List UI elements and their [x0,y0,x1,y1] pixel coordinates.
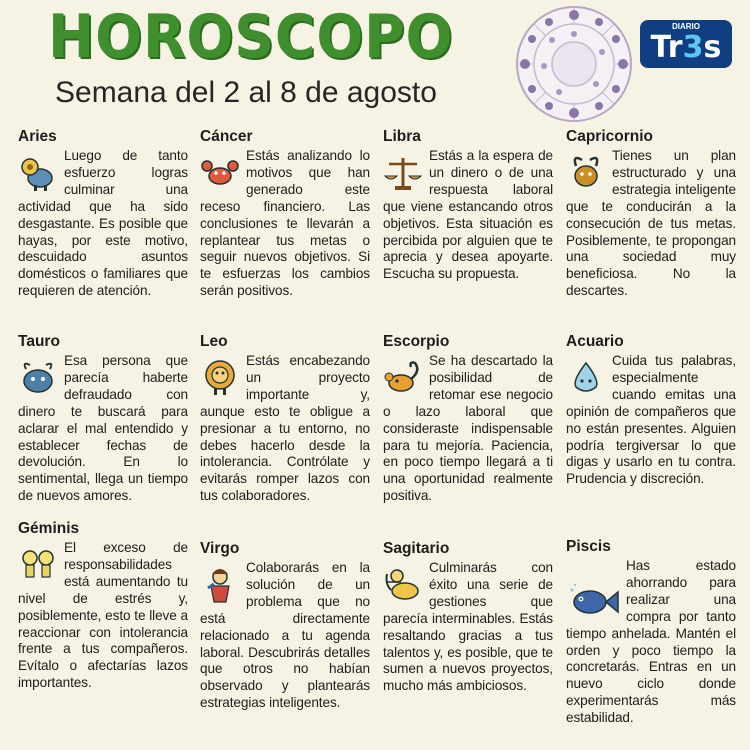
diario-tr3s-logo [640,20,732,68]
goat-icon [566,152,606,192]
archer-icon [383,564,423,604]
page-title: HOROSCOPO [48,2,454,72]
logo-brand-text [640,30,732,65]
sign-text: Colaborarás en la solución de un problema que no está directamente relacionado a tu agenda laboral. Descubrirás detalles que otros no habían observado y plantearás estrategias inteligentes. [200,560,370,711]
sign-capricornio [566,128,736,300]
sign-virgo [200,540,370,712]
fish-icon [566,580,620,620]
sign-text: Esa persona que parecía haberte defraudado con dinero te buscará para aclarar el mal entendido y establecer fechas de devolución. En lo sentimental, llega un tiempo de nuevos amores. [18,353,188,504]
sign-sagitario [383,540,553,695]
zodiac-wheel-icon [514,4,634,124]
sign-text: Estás analizando lo motivos que han generado este receso financiero. Las conclusiones te llevarán a replantear tus metas o seguir nuevos objetivos. Si te esfuerzas los cambios serán positivos. [200,148,370,299]
bull-icon [18,357,58,397]
maiden-icon [200,564,240,604]
sign-text: Tienes un plan estructurado y una estrategia inteligente que te conducirán a la consecución de tus metas. Posiblemente, te propongan una sociedad muy beneficiosa. No la descartes. [566,148,736,299]
crab-icon [200,152,240,192]
sign-name: Tauro [18,333,60,350]
sign-leo [200,333,370,505]
sign-name: Virgo [200,540,240,557]
sign-name: Libra [383,128,421,145]
sign-name: Piscis [566,538,611,555]
sign-text: El exceso de responsabilidades está aumentando tu nivel de estrés y, posiblemente, esto te lleve a reaccionar con intolerancia frente a tus compañeros. Evítalo o afectarías lazos importantes. [18,540,188,691]
sign-name: Aries [18,128,57,145]
page-subtitle: Semana del 2 al 8 de agosto [55,76,437,109]
sign-name: Capricornio [566,128,653,145]
sign-name: Cáncer [200,128,253,145]
sign-text: Estás a la espera de un dinero o de una respuesta laboral que viene estancando otros objetivos. Esta situación es percibida por alguien que te aprecia y desea apoyarte. Escucha su propuesta. [383,148,553,282]
sign-text: Estás encabezando un proyecto importante y, aunque esto te obligue a presionar a tu entorno, no debes hacerlo desde la intolerancia. Contrólate y evitarás romper lazos con tus colaboradores. [200,353,370,504]
sign-tauro [18,333,188,505]
scorpion-icon [383,357,423,397]
sign-text: Luego de tanto esfuerzo logras culminar una actividad que ha sido desgastante. Es posible que hayas, por este motivo, descuidado asuntos domésticos o familiares que requieren de atención. [18,148,188,299]
sign-text: Culminarás con éxito una serie de gestiones que parecía interminables. Estás resaltando gracias a tus talentos y, es posible, que te sumen a nuevos proyectos, mucho más ambiciosos. [383,560,553,694]
header [0,0,750,122]
sign-cancer [200,128,370,300]
ram-icon [18,152,58,192]
sign-aries [18,128,188,300]
sign-name: Sagitario [383,540,450,557]
sign-text: Se ha descartado la posibilidad de retomar ese negocio o lazo laboral que consideraste indispensable para tu mejoría. Paciencia, en poco tiempo llegará a ti una oportunidad realmente positiva. [383,353,553,504]
sign-text: Has estado ahorrando para realizar una compra por tanto tiempo anhelada. Mantén el orden y poco tiempo la concretarás. Entras en un nuevo ciclo donde experimentarás más estabilidad. [566,558,736,726]
sign-geminis [18,520,188,692]
logo-brand-c: s [703,30,722,65]
sign-escorpio [383,333,553,505]
sign-name: Géminis [18,520,80,537]
water-drop-icon [566,357,606,397]
sign-libra [383,128,553,283]
sign-name: Acuario [566,333,624,350]
twins-icon [18,544,58,584]
scales-icon [383,152,423,192]
logo-top-text: DIARIO [672,22,700,31]
lion-icon [200,357,240,397]
sign-name: Escorpio [383,333,450,350]
logo-brand-a: Tr [650,30,683,65]
logo-brand-b: 3 [682,30,704,65]
sign-text: Cuida tus palabras, especialmente cuando emitas una opinión de compañeros que no están presentes. Alguien podría tergiversar lo que digas y usarlo en tu contra. Prudencia y discreción. [566,353,736,487]
sign-acuario [566,333,736,488]
sign-piscis [566,538,736,727]
sign-name: Leo [200,333,228,350]
